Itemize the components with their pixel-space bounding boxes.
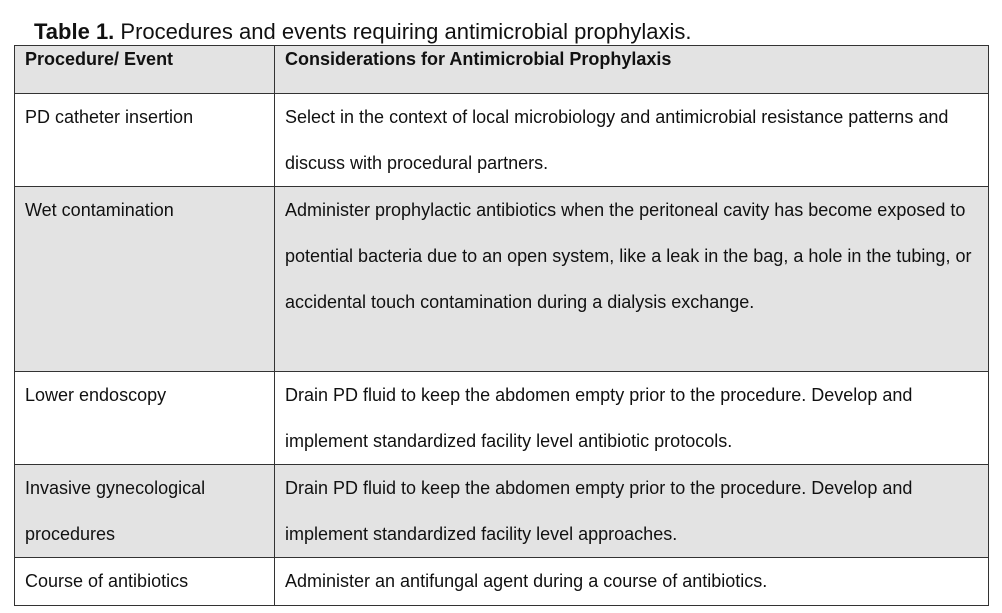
table-caption-label: Table 1. bbox=[34, 19, 115, 44]
header-procedure-event: Procedure/ Event bbox=[15, 46, 275, 94]
cell-event: Lower endoscopy bbox=[15, 372, 275, 465]
cell-consideration: Administer prophylactic antibiotics when the peritoneal cavity has become exposed to potential bacteria due to an open system, like a leak in the bag, a hole in the tubing, or accidental touch contamination during a dialysis exchange. bbox=[275, 187, 989, 372]
cell-consideration: Select in the context of local microbiology and antimicrobial resistance patterns and discuss with procedural partners. bbox=[275, 94, 989, 187]
cell-event: Course of antibiotics bbox=[15, 558, 275, 606]
table-row bbox=[15, 94, 989, 187]
prophylaxis-table bbox=[14, 45, 989, 606]
table-row bbox=[15, 558, 989, 606]
cell-event: PD catheter insertion bbox=[15, 94, 275, 187]
table-row bbox=[15, 372, 989, 465]
header-considerations: Considerations for Antimicrobial Prophylaxis bbox=[275, 46, 989, 94]
cell-event: Wet contamination bbox=[15, 187, 275, 372]
table-header-row bbox=[15, 46, 989, 94]
table-caption-text: Procedures and events requiring antimicrobial prophylaxis. bbox=[114, 19, 692, 44]
cell-event: Invasive gynecological procedures bbox=[15, 465, 275, 558]
cell-consideration: Drain PD fluid to keep the abdomen empty prior to the procedure. Develop and implement standardized facility level approaches. bbox=[275, 465, 989, 558]
cell-consideration: Drain PD fluid to keep the abdomen empty prior to the procedure. Develop and implement standardized facility level antibiotic protocols. bbox=[275, 372, 989, 465]
table-row bbox=[15, 187, 989, 372]
table-caption bbox=[34, 18, 692, 46]
cell-consideration: Administer an antifungal agent during a course of antibiotics. bbox=[275, 558, 989, 606]
table-row bbox=[15, 465, 989, 558]
